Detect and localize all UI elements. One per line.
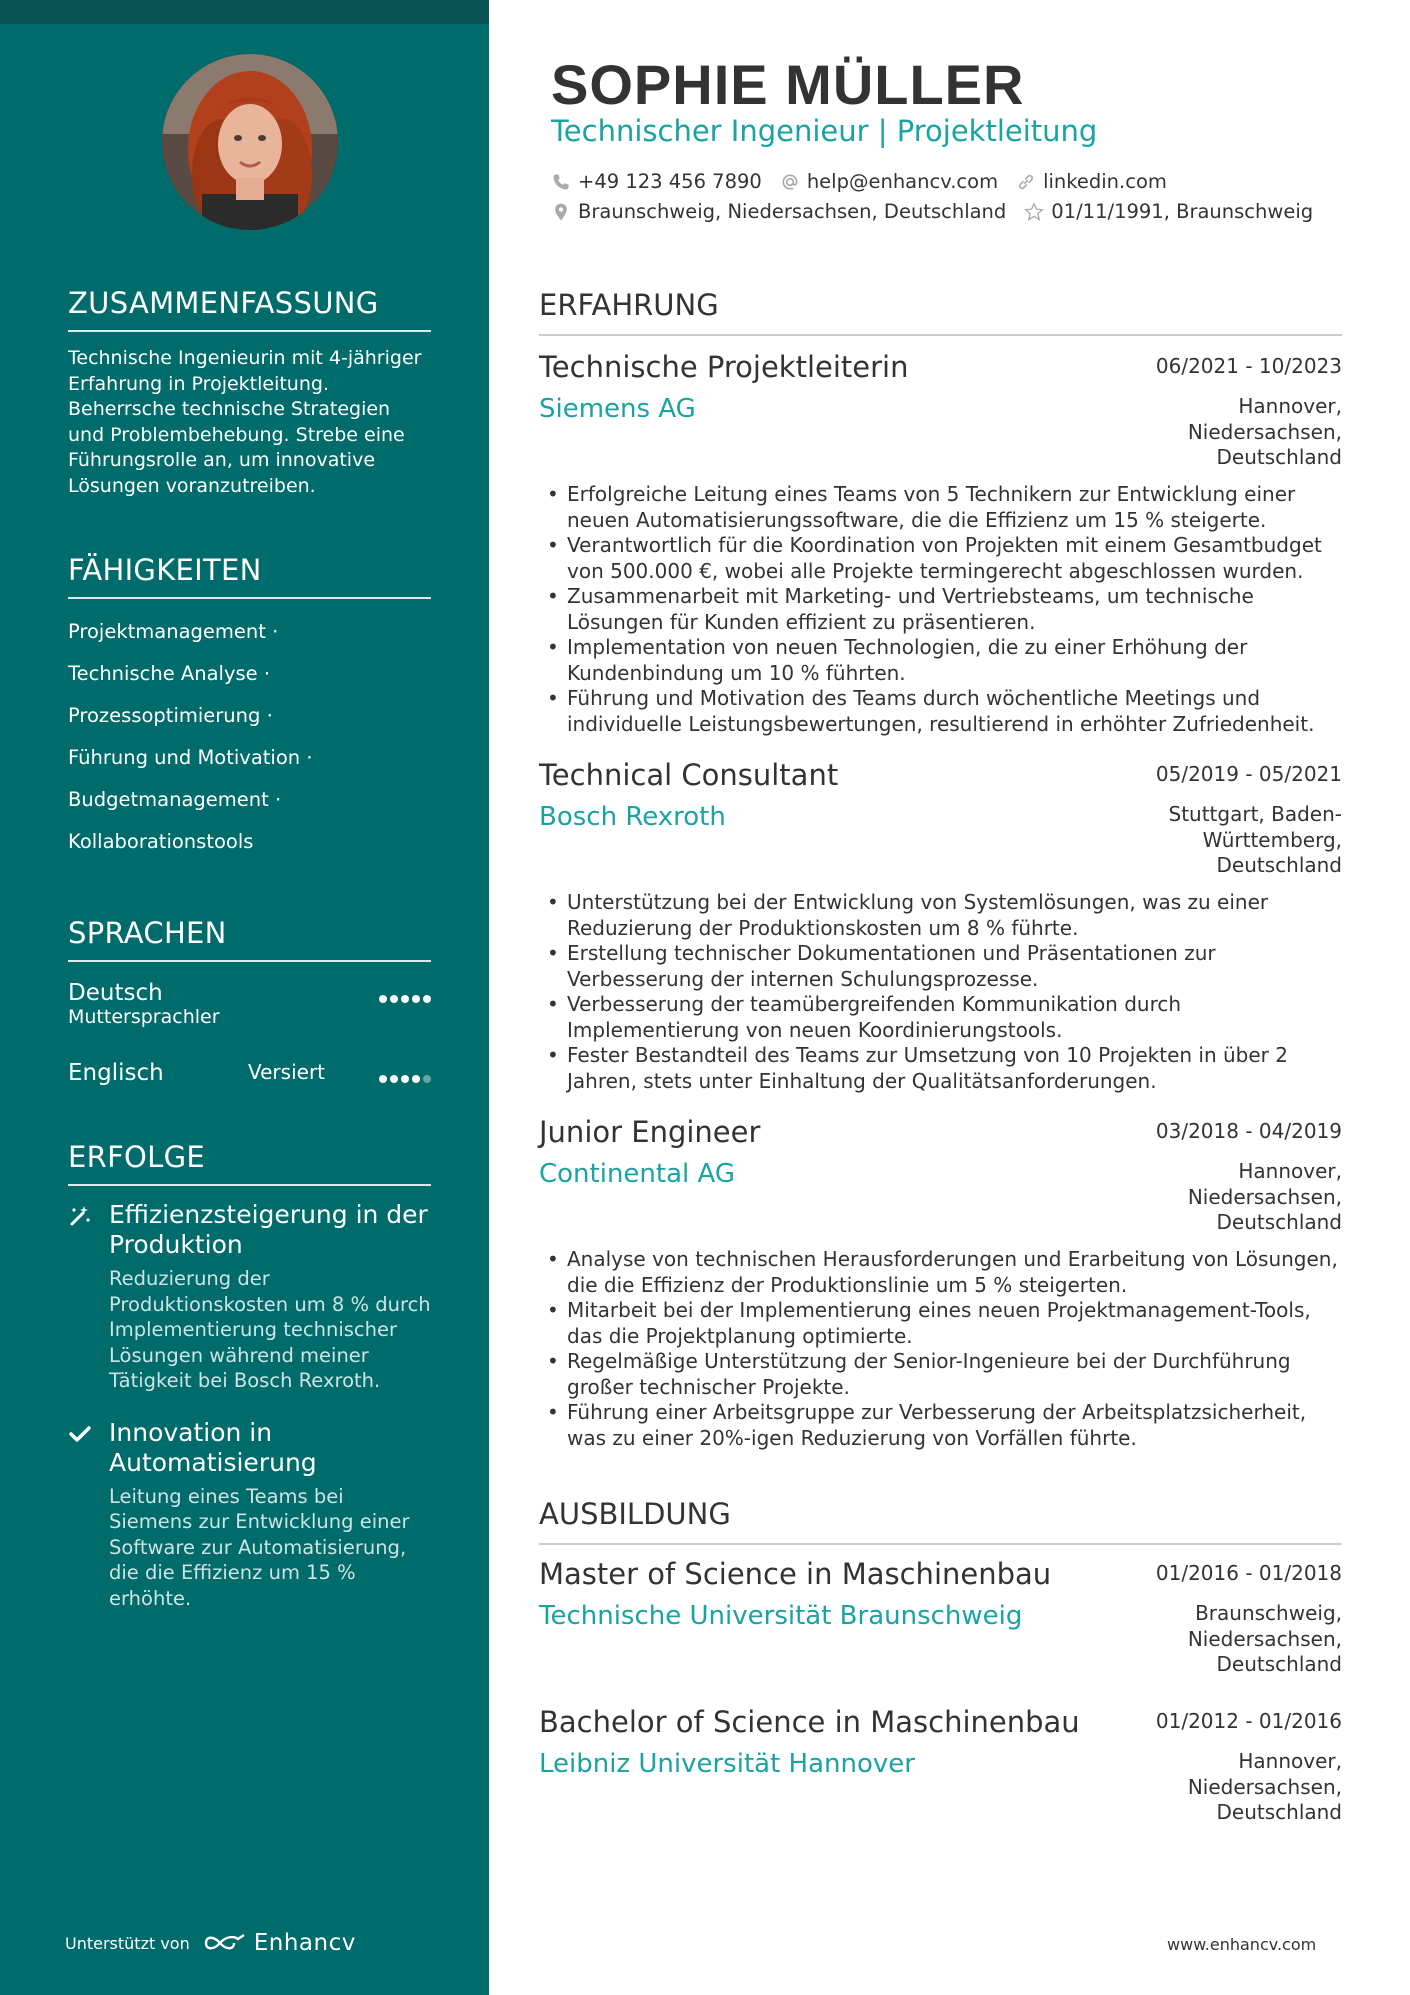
education-title: AUSBILDUNG: [539, 1497, 1342, 1545]
contact-linkedin[interactable]: [1016, 170, 1167, 193]
language-name: Englisch: [68, 1060, 164, 1086]
summary-section: [68, 286, 431, 499]
link-icon: [1016, 172, 1036, 192]
job-bullets: [539, 1247, 1342, 1451]
skill-item: Führung und Motivation ·: [68, 746, 313, 769]
school-name: Technische Universität Braunschweig: [539, 1601, 1023, 1631]
bullet-item: • Regelmäßige Unterstützung der Senior-Ingenieure bei der Durchführung großer technischer Projekte.: [539, 1349, 1342, 1400]
birth-text: 01/11/1991, Braunschweig: [1051, 200, 1314, 223]
job-dates: 03/2018 - 04/2019: [1155, 1119, 1342, 1143]
contact-location: [551, 200, 1006, 223]
location-text: Braunschweig, Niedersachsen, Deutschland: [578, 200, 1007, 223]
bullet-item: • Führung einer Arbeitsgruppe zur Verbesserung der Arbeitsplatzsicherheit, was zu einer 20%-igen Reduzierung von Vorfällen führte.: [539, 1400, 1342, 1451]
job-title: Junior Engineer: [539, 1115, 761, 1149]
job-role: Technischer Ingenieur | Projektleitung: [551, 114, 1098, 148]
education-location: Hannover, Niedersachsen, Deutschland: [1187, 1749, 1342, 1824]
sidebar-top-strip: [0, 0, 489, 24]
achievements-section: [68, 1140, 431, 1611]
bullet-item: • Fester Bestandteil des Teams zur Umsetzung von 10 Projekten in über 2 Jahren, stets unter Einhaltung der Qualitätsanforderungen.: [539, 1043, 1342, 1094]
experience-title: ERFAHRUNG: [539, 288, 1342, 336]
language-rating: [376, 1068, 431, 1087]
job-location: Stuttgart, Baden-Württemberg, Deutschland: [1168, 802, 1342, 877]
company-name: Bosch Rexroth: [539, 802, 726, 832]
star-icon: [1024, 202, 1044, 222]
summary-text: Technische Ingenieurin mit 4-jähriger Erfahrung in Projektleitung. Beherrsche technische Strategien und Problembehebung. Strebe eine Führungsrolle an, um innovative Lösungen voranzutreiben.: [68, 347, 422, 497]
achievement-title: Effizienzsteigerung in der Produktion: [109, 1200, 428, 1259]
company-name: Siemens AG: [539, 394, 696, 424]
phone-text: +49 123 456 7890: [578, 170, 762, 193]
experience-entry: [539, 1115, 1342, 1451]
skill-item: Kollaborationstools: [68, 830, 254, 853]
contact-phone[interactable]: [551, 170, 762, 193]
bullet-item: • Analyse von technischen Herausforderungen und Erarbeitung von Lösungen, die die Effizienz der Produktionslinie um 5 % steigerten.: [539, 1247, 1342, 1298]
languages-title: SPRACHEN: [68, 916, 431, 962]
bullet-item: • Mitarbeit bei der Implementierung eines neuen Projektmanagement-Tools, das die Projektplanung optimierte.: [539, 1298, 1342, 1349]
magic-wand-icon: [68, 1204, 92, 1228]
bullet-item: • Erfolgreiche Leitung eines Teams von 5 Technikern zur Entwicklung einer neuen Automatisierungssoftware, die die Effizienz um 15 % steigerte.: [539, 482, 1342, 533]
job-location: Hannover, Niedersachsen, Deutschland: [1187, 394, 1342, 469]
at-icon: [780, 172, 800, 192]
linkedin-text: linkedin.com: [1043, 170, 1167, 193]
achievement-desc: Leitung eines Teams bei Siemens zur Entwicklung einer Software zur Automatisierung, die die Effizienz um 15 % erhöhte.: [109, 1484, 410, 1610]
language-item: [68, 1060, 431, 1110]
checkmark-icon: [68, 1422, 92, 1446]
education-entry: [539, 1705, 1342, 1824]
bullet-item: • Verantwortlich für die Koordination von Projekten mit einem Gesamtbudget von 500.000 €, wobei alle Projekte termingerecht abgeschlossen wurden.: [539, 533, 1342, 584]
full-name: SOPHIE MÜLLER: [551, 53, 1025, 116]
enhancv-brand: Enhancv: [253, 1930, 356, 1956]
skills-title: FÄHIGKEITEN: [68, 553, 431, 599]
language-level: Versiert: [248, 1060, 326, 1084]
location-pin-icon: [551, 202, 571, 222]
powered-by: [65, 1930, 356, 1956]
education-dates: 01/2012 - 01/2016: [1155, 1709, 1342, 1733]
skill-item: Technische Analyse ·: [68, 662, 271, 685]
language-rating: [376, 988, 431, 1007]
education-dates: 01/2016 - 01/2018: [1155, 1561, 1342, 1585]
education-entry: [539, 1557, 1342, 1676]
contact-birth: [1024, 200, 1313, 223]
powered-by-label: Unterstützt von: [65, 1933, 190, 1953]
bullet-item: • Führung und Motivation des Teams durch wöchentliche Meetings und individuelle Leistungsbewertungen, resultierend in erhöhter Zufriedenheit.: [539, 686, 1342, 737]
job-location: Hannover, Niedersachsen, Deutschland: [1187, 1159, 1342, 1234]
summary-title: ZUSAMMENFASSUNG: [68, 286, 431, 332]
job-dates: 06/2021 - 10/2023: [1155, 354, 1342, 378]
education-location: Braunschweig, Niedersachsen, Deutschland: [1187, 1601, 1342, 1676]
job-dates: 05/2019 - 05/2021: [1155, 762, 1342, 786]
skill-item: Budgetmanagement ·: [68, 788, 282, 811]
skill-item: Prozessoptimierung ·: [68, 704, 273, 727]
experience-entry: [539, 350, 1342, 737]
achievement-desc: Reduzierung der Produktionskosten um 8 % durch Implementierung technischer Lösungen während meiner Tätigkeit bei Bosch Rexroth.: [109, 1267, 431, 1392]
bullet-item: • Erstellung technischer Dokumentationen und Präsentationen zur Verbesserung der internen Schulungsprozesse.: [539, 941, 1342, 992]
achievement-item: [68, 1418, 431, 1612]
school-name: Leibniz Universität Hannover: [539, 1749, 915, 1779]
bullet-item: • Unterstützung bei der Entwicklung von Systemlösungen, was zu einer Reduzierung der Produktionskosten um 8 % führte.: [539, 890, 1342, 941]
degree-title: Master of Science in Maschinenbau: [539, 1557, 1052, 1591]
skill-item: Projektmanagement ·: [68, 620, 279, 643]
contact-row-1: [551, 170, 1185, 193]
bullet-item: • Zusammenarbeit mit Marketing- und Vertriebsteams, um technische Lösungen für Kunden effizient zu präsentieren.: [539, 584, 1342, 635]
achievements-title: ERFOLGE: [68, 1140, 431, 1186]
phone-icon: [551, 172, 571, 192]
company-name: Continental AG: [539, 1159, 736, 1189]
bullet-item: • Verbesserung der teamübergreifenden Kommunikation durch Implementierung von neuen Koordinierungstools.: [539, 992, 1342, 1043]
job-bullets: [539, 482, 1342, 737]
contact-email[interactable]: [780, 170, 998, 193]
email-text: help@enhancv.com: [806, 170, 999, 193]
language-item: [68, 980, 431, 1060]
job-title: Technical Consultant: [539, 758, 839, 792]
enhancv-logo-icon: [202, 1931, 248, 1955]
profile-photo: [162, 54, 338, 230]
bullet-item: • Implementation von neuen Technologien, die zu einer Erhöhung der Kundenbindung um 10 % führten.: [539, 635, 1342, 686]
language-level: Muttersprachler: [68, 1006, 220, 1028]
footer-url[interactable]: www.enhancv.com: [1167, 1935, 1317, 1954]
skills-section: [68, 553, 431, 863]
achievement-title: Innovation in Automatisierung: [109, 1417, 317, 1477]
contact-row-2: [551, 200, 1331, 223]
degree-title: Bachelor of Science in Maschinenbau: [539, 1705, 1080, 1739]
languages-section: [68, 916, 431, 1110]
job-bullets: [539, 890, 1342, 1094]
job-title: Technische Projektleiterin: [539, 350, 909, 384]
achievement-item: [68, 1200, 431, 1394]
language-name: Deutsch: [68, 980, 163, 1006]
sidebar: [0, 0, 489, 1995]
experience-entry: [539, 758, 1342, 1094]
